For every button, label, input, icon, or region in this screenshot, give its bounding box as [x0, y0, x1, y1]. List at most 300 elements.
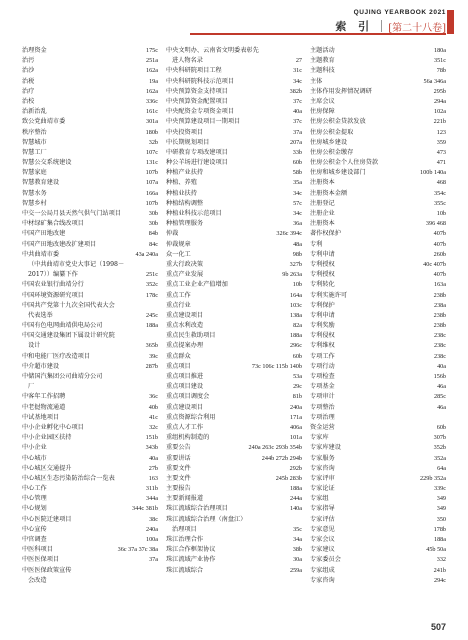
entry-term: 重要讲话 [166, 454, 191, 462]
entry-page-ref: 240a [145, 525, 158, 533]
index-entry [310, 219, 446, 229]
index-entry [310, 87, 446, 97]
entry-page-ref: 34c [293, 189, 302, 197]
index-entry [22, 97, 158, 107]
entry-term: 代表选举 [28, 311, 53, 319]
index-entry [22, 250, 158, 260]
entry-page-ref: 38c [149, 515, 158, 523]
index-entry [166, 372, 302, 382]
entry-term: 2017））编纂下作 [28, 271, 78, 279]
entry-term: 专家会议 [310, 536, 335, 543]
entry-term: 众一化工 [166, 250, 191, 258]
entry-term: 智慧城市 [22, 138, 47, 146]
entry-term: 中国环境资源研究项目 [22, 291, 84, 299]
entry-term: 注册企业 [310, 210, 335, 217]
entry-page-ref: 107b [145, 199, 158, 207]
entry-term: 中央预算建设项目一期项目 [166, 118, 241, 126]
entry-term: 仲裁规章 [166, 240, 191, 248]
entry-page-ref: 307b [433, 434, 446, 442]
entry-page-ref: 10b [292, 281, 302, 289]
entry-page-ref: 188a [289, 485, 302, 493]
index-entry [166, 504, 302, 514]
entry-term: 专家库建设 [310, 444, 341, 452]
index-entry [310, 535, 446, 545]
entry-term: 中医医保项目 [22, 556, 60, 564]
entry-page-ref: 73c 106c 115b 140b [251, 362, 302, 370]
entry-page-ref: 229b 352a [420, 474, 446, 482]
entry-term: 厂 [28, 383, 35, 391]
index-entry [310, 403, 446, 413]
entry-page-ref: 30b [148, 220, 158, 228]
entry-page-ref: 339c [433, 485, 446, 493]
entry-term: 重点工业企业产值增加 [166, 281, 228, 289]
index-entry [22, 321, 158, 331]
entry-page-ref: 296c [289, 342, 302, 350]
entry-term: 中医医保政策宣传 [22, 566, 72, 574]
index-entry [22, 362, 158, 372]
entry-term: 专项行动 [310, 362, 335, 370]
index-entry [310, 392, 446, 402]
index-entry [22, 474, 158, 484]
entry-term: 珠江治理合作 [166, 536, 204, 543]
entry-page-ref: 41c [149, 413, 158, 421]
entry-term: 中长期规划项目 [166, 138, 210, 146]
entry-page-ref: 354c [433, 189, 446, 197]
index-entry [22, 301, 158, 311]
entry-term: 中央投资项目 [166, 128, 204, 136]
entry-term: 主题教育 [310, 57, 335, 65]
entry-term: 中央配资金专项资金项目 [166, 108, 235, 116]
index-entry [22, 504, 158, 514]
entry-page-ref: 40a [293, 108, 302, 116]
entry-page-ref: 38b [292, 546, 302, 554]
entry-page-ref: 396 468 [425, 220, 446, 228]
entry-term: 重点项目推进 [166, 373, 204, 380]
index-entry [166, 525, 302, 535]
entry-page-ref: 45b 50a [426, 546, 446, 554]
entry-term: 著作权保护 [310, 230, 341, 238]
index-entry [166, 331, 302, 341]
index-entry [166, 484, 302, 494]
entry-page-ref: 344a [145, 495, 158, 503]
entry-term: 住房公积金提取 [310, 128, 354, 136]
entry-term: 专家库 [310, 434, 329, 442]
entry-term: 中小企业孵化中心项目 [22, 423, 84, 431]
index-entry [166, 189, 302, 199]
index-entry [310, 331, 446, 341]
index-entry [22, 189, 158, 199]
entry-page-ref: 10b [436, 210, 446, 217]
index-entry [166, 280, 302, 290]
entry-term: 中心城区交通提升 [22, 464, 72, 472]
index-entry [166, 270, 302, 280]
entry-page-ref: 245c [145, 311, 158, 319]
entry-page-ref: 238c [433, 352, 446, 360]
entry-term: 中心城市 [22, 454, 47, 462]
index-entry [22, 87, 158, 97]
entry-page-ref: 251a [145, 57, 158, 65]
index-column-3 [310, 46, 446, 586]
index-entry [166, 66, 302, 76]
entry-term: 专利奖励 [310, 322, 335, 330]
entry-page-ref: 31c [293, 67, 302, 75]
index-entry [22, 392, 158, 402]
index-entry [166, 423, 302, 433]
index-entry [22, 403, 158, 413]
entry-page-ref: 60b [292, 159, 302, 167]
index-entry [166, 107, 302, 117]
entry-term: 智慧乡村 [22, 199, 47, 207]
index-entry [310, 515, 446, 525]
page-number: 507 [430, 622, 446, 632]
entry-page-ref: 238b [433, 311, 446, 319]
entry-page-ref: 473 [436, 148, 446, 156]
entry-page-ref: 301a [145, 118, 158, 126]
entry-page-ref: 188a [289, 332, 302, 340]
entry-term: 中心工作 [22, 485, 47, 493]
entry-page-ref: 131c [145, 159, 158, 167]
entry-page-ref: 349 [436, 505, 446, 513]
entry-page-ref: 311b [145, 485, 158, 493]
entry-term: 专家论证 [310, 485, 335, 493]
entry-term: 专家指导 [310, 505, 335, 513]
index-entry [310, 576, 446, 586]
index-entry [166, 566, 302, 576]
entry-term: 专家咨询 [310, 576, 335, 584]
index-entry [166, 362, 302, 372]
entry-term: 重点建设项目 [166, 311, 204, 319]
index-entry [310, 352, 446, 362]
index-entry [166, 433, 302, 443]
entry-page-ref: 352a [433, 454, 446, 462]
index-entry [310, 229, 446, 239]
index-entry [166, 199, 302, 209]
entry-page-ref: 36c 37a 37c 38a [117, 546, 158, 554]
index-entry [310, 454, 446, 464]
entry-term: 中共曲靖市委 [22, 250, 60, 258]
entry-page-ref: 84b [148, 230, 158, 238]
entry-term: 重组机构制造的 [166, 434, 210, 442]
entry-page-ref: 57c [293, 199, 302, 207]
index-entry [166, 209, 302, 219]
index-entry [22, 280, 158, 290]
index-entry [166, 178, 302, 188]
entry-page-ref: 162a [145, 87, 158, 95]
entry-term: 住房和城乡建设部门 [310, 169, 366, 177]
entry-page-ref: 326c 394c [276, 230, 302, 238]
index-entry [310, 291, 446, 301]
entry-term: （中共曲靖市党史大事记（1998－ [28, 260, 125, 268]
entry-page-ref: 40c 407b [423, 260, 446, 268]
entry-term: 治税 [22, 77, 35, 85]
index-entry [310, 464, 446, 474]
entry-term: 主要文件 [166, 474, 191, 482]
title-separator [381, 20, 382, 32]
entry-term: 秩序整治 [22, 128, 47, 136]
entry-term: 致公党曲靖市委 [22, 118, 66, 126]
entry-term: 会改造 [28, 576, 47, 584]
index-entry [310, 46, 446, 56]
entry-page-ref: 359 [436, 138, 446, 146]
entry-term: 重点行业 [166, 301, 191, 309]
entry-page-ref: 34c [293, 77, 302, 85]
entry-page-ref: 35c [293, 525, 302, 533]
entry-page-ref: 78b [436, 67, 446, 75]
index-entry [310, 484, 446, 494]
yearbook-label: QUJING YEARBOOK 2021 [353, 9, 446, 16]
index-entry [22, 66, 158, 76]
entry-term: 专利维权 [310, 342, 335, 350]
entry-term: 重点项目建设 [166, 383, 204, 391]
entry-page-ref: 166a [145, 189, 158, 197]
index-entry [166, 341, 302, 351]
entry-term: 种植结构调整 [166, 199, 204, 207]
entry-page-ref: 156b [433, 373, 446, 380]
entry-term: 中医科项目 [22, 546, 53, 554]
index-entry [22, 46, 158, 56]
index-entry [166, 56, 302, 66]
index-entry [166, 464, 302, 474]
entry-page-ref: 207a [289, 138, 302, 146]
entry-term: 中心医院迁建项目 [22, 515, 72, 523]
entry-term: 重大行政决策 [166, 260, 204, 268]
entry-term: 中材绿矿集合线改项目 [22, 220, 84, 228]
entry-term: 重要公告 [166, 444, 191, 452]
entry-page-ref: 238a [433, 301, 446, 309]
index-entry [166, 352, 302, 362]
entry-page-ref: 64a [437, 464, 446, 472]
index-entry [166, 250, 302, 260]
index-entry [310, 178, 446, 188]
entry-term: 专家服务 [310, 454, 335, 462]
index-entry [310, 270, 446, 280]
index-entry [166, 382, 302, 392]
entry-page-ref: 241b [433, 566, 446, 574]
entry-term: 专家委员会 [310, 556, 341, 564]
entry-page-ref: 240a 263c 293b 354b [248, 444, 302, 452]
index-entry [22, 138, 158, 148]
index-entry [22, 178, 158, 188]
entry-page-ref: 53a [293, 373, 302, 380]
entry-page-ref: 39c [149, 352, 158, 360]
index-entry [166, 545, 302, 555]
part-label: [第二十八卷] [388, 22, 446, 34]
entry-term: 珠江流域综合治理项目 [166, 505, 228, 513]
index-column-2 [166, 46, 302, 576]
entry-page-ref: 171a [289, 413, 302, 421]
index-entry [22, 484, 158, 494]
entry-term: 主要新闻报道 [166, 495, 204, 503]
entry-page-ref: 60b [292, 352, 302, 360]
entry-term: 智慧教育建设 [22, 179, 60, 187]
entry-page-ref: 468 [436, 179, 446, 187]
index-entry [22, 331, 158, 341]
entry-page-ref: 285c [433, 393, 446, 401]
index-entry [310, 362, 446, 372]
entry-term: 重点项目 [166, 362, 191, 370]
index-entry [166, 229, 302, 239]
entry-term: 治沙 [22, 67, 35, 75]
entry-page-ref: 30b [148, 210, 158, 217]
entry-page-ref: 46a [437, 403, 446, 411]
entry-page-ref: 178b [433, 525, 446, 533]
entry-page-ref: 56a 346a [423, 77, 446, 85]
entry-page-ref: 102a [433, 108, 446, 116]
index-entry [22, 77, 158, 87]
index-entry [166, 77, 302, 87]
index-entry [310, 311, 446, 321]
index-entry [310, 148, 446, 158]
entry-page-ref: 37a [293, 128, 302, 136]
entry-term: 中研教育专项改建项目 [166, 148, 228, 156]
index-entry [310, 128, 446, 138]
entry-page-ref: 407b [433, 271, 446, 279]
entry-page-ref: 295b [433, 87, 446, 95]
entry-term: 住房公积金贷款发放 [310, 118, 366, 126]
index-entry [166, 240, 302, 250]
entry-term: 中老挝物流通道 [22, 403, 66, 411]
header-color-mark [447, 10, 454, 34]
index-column-1 [22, 46, 158, 586]
entry-term: 重点群众 [166, 352, 191, 360]
index-entry [166, 392, 302, 402]
entry-page-ref: 151b [145, 434, 158, 442]
entry-page-ref: 244a [289, 495, 302, 503]
entry-page-ref: 407b [433, 240, 446, 248]
entry-term: 专家评审 [310, 474, 335, 482]
entry-term: 珠江流域综合治理（南盘江） [166, 515, 247, 523]
entry-page-ref: 175c [145, 47, 158, 54]
index-entry [166, 219, 302, 229]
entry-page-ref: 382b [289, 87, 302, 95]
entry-term: 中小企业园区扶持 [22, 434, 72, 442]
entry-term: 治新治乱 [22, 108, 47, 116]
entry-term: 主要报告 [166, 485, 191, 493]
entry-page-ref: 292b [289, 464, 302, 472]
entry-page-ref: 238c [433, 332, 446, 340]
entry-page-ref: 259a [289, 566, 302, 574]
index-entry [310, 56, 446, 66]
entry-page-ref: 140a [289, 505, 302, 513]
entry-term: 专利侵权 [310, 332, 335, 340]
index-entry [22, 494, 158, 504]
entry-page-ref: 37a [149, 556, 158, 564]
entry-page-ref: 98b [292, 250, 302, 258]
entry-term: 专利授权 [310, 271, 335, 279]
entry-page-ref: 100a [145, 536, 158, 543]
entry-term: 中客年工作招聘 [22, 393, 66, 401]
index-entry [22, 535, 158, 545]
entry-term: 中国共产党第十九次全国代表大会 [22, 301, 115, 309]
entry-page-ref: 164a [289, 291, 302, 299]
entry-page-ref: 180b [145, 128, 158, 136]
entry-term: 住房公积金个人住房贷款 [310, 159, 379, 167]
entry-term: 重点水利改造 [166, 322, 204, 330]
index-entry [310, 199, 446, 209]
entry-term: 重点项目调度会 [166, 393, 210, 401]
entry-term: 中国产田地改建改扩建项目 [22, 240, 97, 248]
entry-term: 重点资源综合利用 [166, 413, 216, 421]
index-entry [22, 128, 158, 138]
index-entry [166, 301, 302, 311]
entry-page-ref: 365b [145, 342, 158, 350]
entry-term: 珠江流域综合 [166, 566, 204, 574]
entry-page-ref: 163a [433, 281, 446, 289]
entry-term: 中国农业银行曲靖分行 [22, 281, 84, 289]
index-entry [310, 97, 446, 107]
entry-term: 珠江合作框架协议 [166, 546, 216, 554]
entry-term: 中官调查 [22, 536, 47, 543]
index-entry [166, 138, 302, 148]
entry-term: 重点民生救助项目 [166, 332, 216, 340]
index-entry [22, 341, 158, 351]
entry-page-ref: 27 [295, 57, 302, 65]
index-entry [22, 382, 158, 392]
entry-term: 重点工作 [166, 291, 191, 299]
index-entry [22, 576, 158, 586]
index-entry [310, 117, 446, 127]
entry-page-ref: 84c [149, 240, 158, 248]
index-entry [166, 413, 302, 423]
index-entry [310, 372, 446, 382]
index-entry [310, 423, 446, 433]
entry-page-ref: 30a [293, 556, 302, 564]
entry-term: 治污 [22, 57, 35, 65]
index-entry [22, 56, 158, 66]
entry-term: 注册资本金额 [310, 189, 348, 197]
index-entry [22, 443, 158, 453]
page-header [0, 0, 468, 40]
entry-term: 中试基地项目 [22, 413, 60, 421]
entry-term: 主题活动 [310, 47, 335, 54]
entry-page-ref: 107b [145, 169, 158, 177]
entry-term: 仲裁 [166, 230, 179, 238]
entry-term: 资金运营 [310, 423, 335, 431]
entry-term: 治理项目 [172, 525, 197, 533]
index-entry [310, 66, 446, 76]
entry-term: 注册登记 [310, 199, 335, 207]
index-entry [310, 189, 446, 199]
entry-term: 治疗 [22, 87, 35, 95]
index-entry [310, 545, 446, 555]
entry-term: 智慧水务 [22, 189, 47, 197]
index-entry [22, 291, 158, 301]
entry-term: 专家组成 [310, 566, 335, 574]
entry-page-ref: 138a [289, 311, 302, 319]
entry-page-ref: 327b [289, 260, 302, 268]
index-entry [22, 352, 158, 362]
entry-term: 专家组 [310, 495, 329, 503]
entry-term: 专利 [310, 240, 323, 248]
entry-page-ref: 245b 283b [275, 474, 302, 482]
entry-page-ref: 238c [433, 342, 446, 350]
index-entry [166, 454, 302, 464]
entry-term: 专家意见 [310, 525, 335, 533]
entry-page-ref: 60b [436, 423, 446, 431]
entry-page-ref: 188a [145, 322, 158, 330]
entry-page-ref: 163 [148, 474, 158, 482]
index-entry [22, 545, 158, 555]
entry-term: 中储国汽集团公司曲靖分公司 [22, 373, 103, 380]
entry-term: 专利申请 [310, 311, 335, 319]
entry-term: 种植产业扶持 [166, 169, 204, 177]
index-entry [310, 382, 446, 392]
index-entry [310, 504, 446, 514]
index-entry [310, 240, 446, 250]
entry-page-ref: 33b [292, 148, 302, 156]
entry-page-ref: 294a [433, 97, 446, 105]
section-title: 索 引 [335, 20, 374, 33]
